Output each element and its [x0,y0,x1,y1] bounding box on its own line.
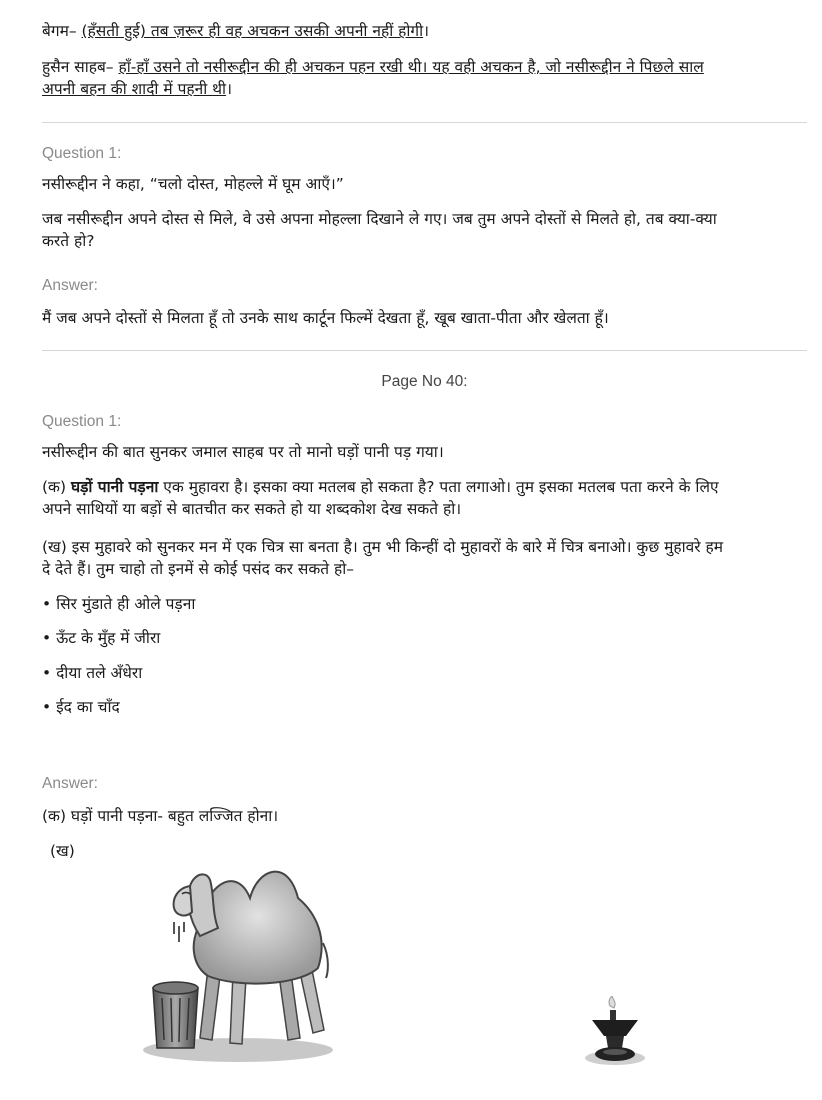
page-number: Page No 40: [381,373,468,390]
part-marker: (क) [42,478,71,496]
dialogue-line-1 [42,20,429,42]
answer-label: Answer: [42,277,98,294]
punctuation: । [423,22,430,40]
divider [42,122,807,123]
question-text [42,208,807,252]
question-line: एक मुहावरा है। इसका क्या मतलब हो सकता है? पता लगाओ। तुम इसका मतलब पता करने के लिए [158,478,719,496]
question-text: नसीरूद्दीन की बात सुनकर जमाल साहब पर तो मानो घड़ों पानी पड़ गया। [42,443,444,461]
diya-illustration [582,996,648,1068]
bullet-item: • सिर मुंडाते ही ओले पड़ना [42,595,196,613]
question-label: Question 1: [42,145,122,162]
question-line: जब नसीरूद्दीन अपने दोस्त से मिले, वे उसे अपना मोहल्ला दिखाने ले गए। जब तुम अपने दोस्तों से मिलते हो, तब क्या-क्या [42,210,717,228]
bullet-item: • ईद का चाँद [42,698,120,716]
answer-text: मैं जब अपने दोस्तों से मिलता हूँ तो उनके साथ कार्टून फिल्में देखता हूँ, खूब खाता-पीता और खेलता हूँ। [42,309,609,327]
underlined-text: अपनी बहन की शादी में पहनी थी [42,80,227,98]
question-line: (ख) इस मुहावरे को सुनकर मन में एक चित्र सा बनता है। तुम भी किन्हीं दो मुहावरों के बारे में चित्र बनाओ। कुछ मुहावरे हम [42,538,724,556]
answer-text: (क) घड़ों पानी पड़ना- बहुत लज्जित होना। [42,807,279,825]
question-part-ka [42,476,807,520]
dialogue-line-2 [42,56,807,100]
answer-text: (ख) [50,842,75,860]
question-line: दे देते हैं। तुम चाहो तो इनमें से कोई पसंद कर सकते हो– [42,560,355,578]
speaker-husain: हुसैन साहब– [42,58,119,76]
divider [42,350,807,351]
question-part-kha [42,536,807,580]
question-text: नसीरूद्दीन ने कहा, “चलो दोस्त, मोहल्ले में घूम आएँ।” [42,175,344,193]
bullet-item: • ऊँट के मुँह में जीरा [42,629,161,647]
bullet-item: • दीया तले अँधेरा [42,664,143,682]
speaker-begum: बेगम– [42,22,82,40]
answer-label: Answer: [42,775,98,792]
idiom-bold: घड़ों पानी पड़ना [70,478,159,496]
underlined-text: (हँसती हुई) तब ज़रूर ही वह अचकन उसकी अपनी नहीं होगी [81,22,424,40]
punctuation: । [226,80,232,98]
question-label: Question 1: [42,413,122,430]
underlined-text: हाँ-हाँ उसने तो नसीरूद्दीन की ही अचकन पहन रखी थी। यह वही अचकन है, जो नसीरूद्दीन ने पिछले साल [118,58,704,76]
camel-illustration [138,858,338,1068]
question-line: करते हो? [42,232,95,250]
question-line: अपने साथियों या बड़ों से बातचीत कर सकते हो या शब्दकोश देख सकते हो। [42,500,462,518]
